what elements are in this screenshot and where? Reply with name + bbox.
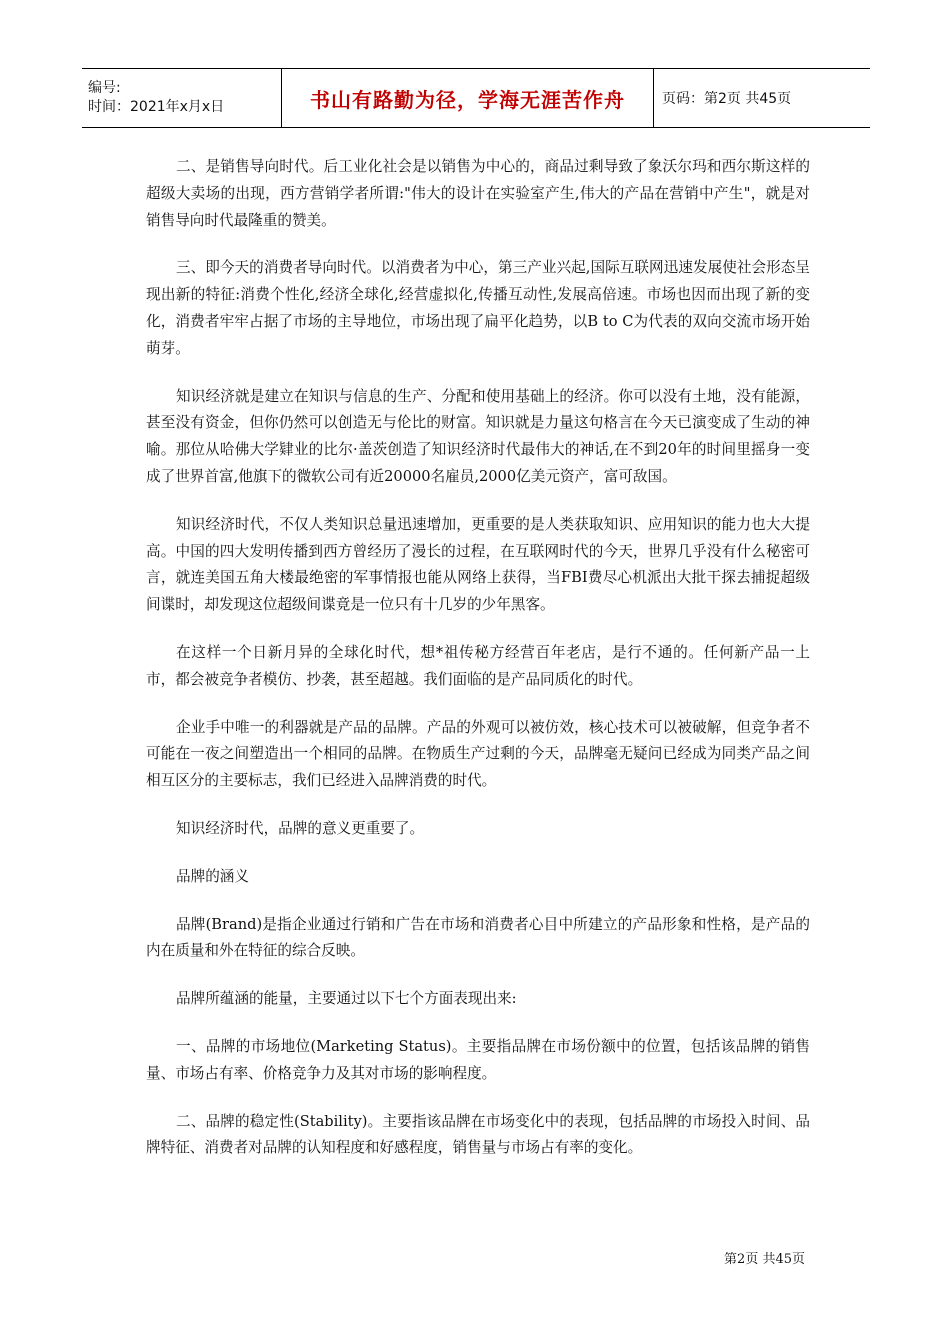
document-date-label: 时间：2021年x月x日 [88,99,225,115]
paragraph: 二、是销售导向时代。后工业化社会是以销售为中心的，商品过剩导致了象沃尔玛和西尔斯这样的超级大卖场的出现，西方营销学者所谓:"伟大的设计在实验室产生,伟大的产品在营销中产生"，就是对销售导向时代最隆重的赞美。 [146,158,810,229]
header-page-number: 页码：第2页 共45页 [662,91,792,107]
paragraph: 三、即今天的消费者导向时代。以消费者为中心，第三产业兴起,国际互联网迅速发展使社会形态呈现出新的特征:消费个性化,经济全球化,经营虚拟化,传播互动性,发展高倍速。市场也因而出现了新的变化，消费者牢牢占据了市场的主导地位，市场出现了扁平化趋势，以B to C为代表的双向交流市场开始萌芽。 [146,259,810,357]
paragraph: 品牌(Brand)是指企业通过行销和广告在市场和消费者心目中所建立的产品形象和性格，是产品的内在质量和外在特征的综合反映。 [146,915,810,960]
paragraph: 品牌所蕴涵的能量，主要通过以下七个方面表现出来: [176,990,517,1008]
document-number-label: 编号: [88,80,121,96]
page-header [82,68,870,128]
header-motto-cell [282,69,654,127]
paragraph: 知识经济时代，品牌的意义更重要了。 [176,819,425,837]
paragraph: 在这样一个日新月异的全球化时代，想*祖传秘方经营百年老店，是行不通的。任何新产品一上市，都会被竞争者模仿、抄袭，甚至超越。我们面临的是产品同质化的时代。 [146,643,810,688]
paragraph: 知识经济时代，不仅人类知识总量迅速增加，更重要的是人类获取知识、应用知识的能力也大大提高。中国的四大发明传播到西方曾经历了漫长的过程，在互联网时代的今天，世界几乎没有什么秘密可言，就连美国五角大楼最绝密的军事情报也能从网络上获得，当FBI费尽心机派出大批干探去捕捉超级间谍时，却发现这位超级间谍竟是一位只有十几岁的少年黑客。 [146,515,810,614]
motto-text: 书山有路勤为径，学海无涯苦作舟 [310,87,625,112]
section-heading: 品牌的涵义 [176,867,249,885]
document-body [146,154,810,1183]
paragraph: 二、品牌的稳定性(Stability)。主要指该品牌在市场变化中的表现，包括品牌的市场投入时间、品牌特征、消费者对品牌的认知程度和好感程度，销售量与市场占有率的变化。 [146,1112,810,1157]
paragraph: 一、品牌的市场地位(Marketing Status)。主要指品牌在市场份额中的位置，包括该品牌的销售量、市场占有率、价格竞争力及其对市场的影响程度。 [146,1037,810,1082]
paragraph: 企业手中唯一的利器就是产品的品牌。产品的外观可以被仿效，核心技术可以被破解，但竞争者不可能在一夜之间塑造出一个相同的品牌。在物质生产过剩的今天，品牌毫无疑问已经成为同类产品之间相互区分的主要标志，我们已经进入品牌消费的时代。 [146,718,810,790]
header-page-cell [654,69,870,127]
page-footer: 第2页 共45页 [724,1252,805,1267]
header-info-cell [82,69,282,127]
paragraph: 知识经济就是建立在知识与信息的生产、分配和使用基础上的经济。你可以没有土地，没有能源，甚至没有资金，但你仍然可以创造无与伦比的财富。知识就是力量这句格言在今天已演变成了生动的神喻。那位从哈佛大学肄业的比尔·盖茨创造了知识经济时代最伟大的神话,在不到20年的时间里摇身一变成了世界首富,他旗下的微软公司有近20000名雇员,2000亿美元资产，富可敌国。 [146,387,810,485]
